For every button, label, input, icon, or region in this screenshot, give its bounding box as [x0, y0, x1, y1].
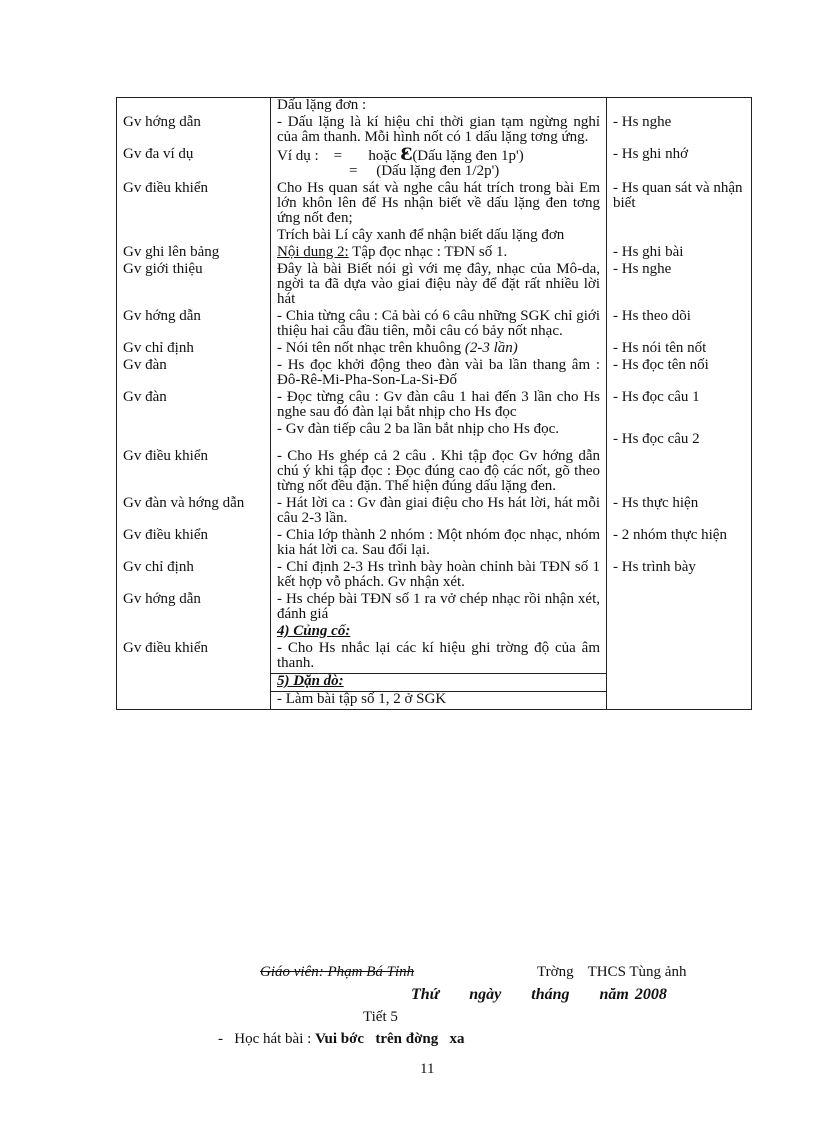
activity-text: - Chia từng câu : Cả bài có 6 câu những SGK chỉ giới thiệu hai câu đầu tiên, mỗi câu có bảy nốt nhạc.: [271, 309, 607, 341]
activity-text: - Gv đàn tiếp câu 2 ba lần bắt nhịp cho Hs đọc.: [271, 422, 607, 449]
activity-text: - Làm bài tập số 1, 2 ở SGK: [271, 692, 607, 710]
activity-text: - Chia lớp thành 2 nhóm : Một nhóm đọc nhạc, nhóm kia hát lời ca. Sau đổi lại.: [271, 528, 607, 560]
student-action: - Hs nghe: [607, 115, 752, 147]
teacher-action: Gv đàn và hớng dẫn: [117, 496, 271, 528]
teacher-action: Gv đàn: [117, 358, 271, 390]
table-row: [117, 181, 752, 228]
song-title: Vui bớc trên đờng xa: [315, 1031, 465, 1047]
student-action: - Hs quan sát và nhận biết: [607, 181, 752, 228]
table-row: [117, 228, 752, 245]
table-row: [117, 692, 752, 710]
example-line-2: = (Dấu lặng đen 1/2p'): [349, 163, 500, 179]
teacher-action: Gv hớng dẫn: [117, 592, 271, 624]
student-action: - Hs thực hiện: [607, 496, 752, 528]
activity-text: - Cho Hs ghép cả 2 câu . Khi tập đọc Gv hớng dẫn chú ý khi tập đọc : Đọc đúng cao độ các nốt, gõ theo từng nốt đều đặn. Thể hiện đúng dấu lặng đen.: [271, 449, 607, 496]
teacher-action: Gv điều khiển: [117, 528, 271, 560]
table-row: [117, 528, 752, 560]
student-action: - Hs trình bày: [607, 560, 752, 592]
activity-text: Cho Hs quan sát và nghe câu hát trích trong bài Em lớn khôn lên để Hs nhận biết về dấu lặng đen tơng ứng nốt đen;: [271, 181, 607, 228]
school-name: Trờng THCS Tùng ảnh: [537, 964, 687, 980]
table-row: [117, 358, 752, 390]
teacher-name: Giáo viên: Phạm Bá Tỉnh: [260, 964, 415, 980]
student-action: - Hs ghi bài: [607, 245, 752, 262]
activity-text: - Hs chép bài TĐN số 1 ra vở chép nhạc rồi nhận xét, đánh giá: [271, 592, 607, 624]
table-row: [117, 641, 752, 674]
date-line: Thứ ngày tháng năm 2008: [411, 986, 667, 1003]
activity-text: - Hs đọc khởi động theo đàn vài ba lần thang âm : Đô-Rê-Mi-Pha-Son-La-Si-Đố: [271, 358, 607, 390]
teacher-action: Gv hớng dẫn: [117, 115, 271, 147]
teacher-action: Gv đàn: [117, 390, 271, 422]
section-heading: 4) Củng cố:: [271, 624, 607, 641]
table-row: [117, 624, 752, 641]
table-row: [117, 560, 752, 592]
table-row: [117, 496, 752, 528]
table-row: [117, 262, 752, 309]
table-row: [117, 390, 752, 422]
teacher-action: Gv ghi lên bảng: [117, 245, 271, 262]
activity-text: - Cho Hs nhắc lại các kí hiệu ghi trờng độ của âm thanh.: [271, 641, 607, 674]
table-row: [117, 674, 752, 692]
teacher-action: Gv điều khiển: [117, 641, 271, 674]
teacher-action: Gv chỉ định: [117, 341, 271, 358]
table-row: [117, 245, 752, 262]
lesson-number: Tiết 5: [363, 1009, 398, 1025]
activity-text: Dấu lặng đơn :: [271, 98, 607, 116]
activity-text: - Đọc từng câu : Gv đàn câu 1 hai đến 3 lần cho Hs nghe sau đó đàn lại bắt nhịp cho Hs đọc: [271, 390, 607, 422]
activity-text: - Nói tên nốt nhạc trên khuông (2-3 lần): [271, 341, 607, 358]
student-action: - Hs nói tên nốt: [607, 341, 752, 358]
table-row: [117, 449, 752, 496]
example-line-1: Ví dụ : = hoặc Ꜫ(Dấu lặng đen 1p'): [277, 145, 524, 164]
student-action: - Hs đọc câu 1: [607, 390, 752, 422]
table-row: [117, 115, 752, 147]
teacher-action: Gv đa ví dụ: [117, 147, 271, 181]
student-action: - Hs đọc câu 2: [607, 422, 752, 449]
page-number: 11: [420, 1061, 435, 1077]
example-cell: [271, 147, 607, 181]
student-action: - Hs ghi nhớ: [607, 147, 752, 181]
teacher-action: Gv điều khiển: [117, 181, 271, 228]
activity-text: Trích bài Lí cây xanh để nhận biết dấu lặng đơn: [271, 228, 607, 245]
student-action: - Hs nghe: [607, 262, 752, 309]
table-row: [117, 98, 752, 116]
table-row: [117, 422, 752, 449]
activity-text: Đây là bài Biết nói gì với mẹ đây, nhạc của Mô-da, ngời ta đã dựa vào giai điệu này để đặt rất nhiều lời hát: [271, 262, 607, 309]
table-row: [117, 147, 752, 181]
lesson-plan-table: [116, 97, 752, 710]
teacher-action: Gv hớng dẫn: [117, 309, 271, 341]
teacher-action: Gv giới thiệu: [117, 262, 271, 309]
activity-text: - Dấu lặng là kí hiệu chỉ thời gian tạm ngừng nghỉ của âm thanh. Mỗi hình nốt có 1 dấu lặng tơng ứng.: [271, 115, 607, 147]
activity-text: - Hát lời ca : Gv đàn giai điệu cho Hs hát lời, hát mỗi câu 2-3 lần.: [271, 496, 607, 528]
section-heading: 5) Dặn dò:: [271, 674, 607, 692]
table-row: [117, 592, 752, 624]
table-row: [117, 341, 752, 358]
song-line: - Học hát bài : Vui bớc trên đờng xa: [218, 1031, 465, 1047]
student-action: - 2 nhóm thực hiện: [607, 528, 752, 560]
section-heading: Nội dung 2:: [277, 244, 349, 260]
teacher-action: Gv điều khiển: [117, 449, 271, 496]
activity-text: Nội dung 2: Tập đọc nhạc : TĐN số 1.: [271, 245, 607, 262]
teacher-action: Gv chỉ định: [117, 560, 271, 592]
student-action: - Hs đọc tên nối: [607, 358, 752, 390]
table-row: [117, 309, 752, 341]
student-action: - Hs theo dõi: [607, 309, 752, 341]
quarter-rest-icon: Ꜫ: [400, 145, 413, 164]
activity-text: - Chỉ định 2-3 Hs trình bày hoàn chỉnh bài TĐN số 1 kết hợp vỗ phách. Gv nhận xét.: [271, 560, 607, 592]
